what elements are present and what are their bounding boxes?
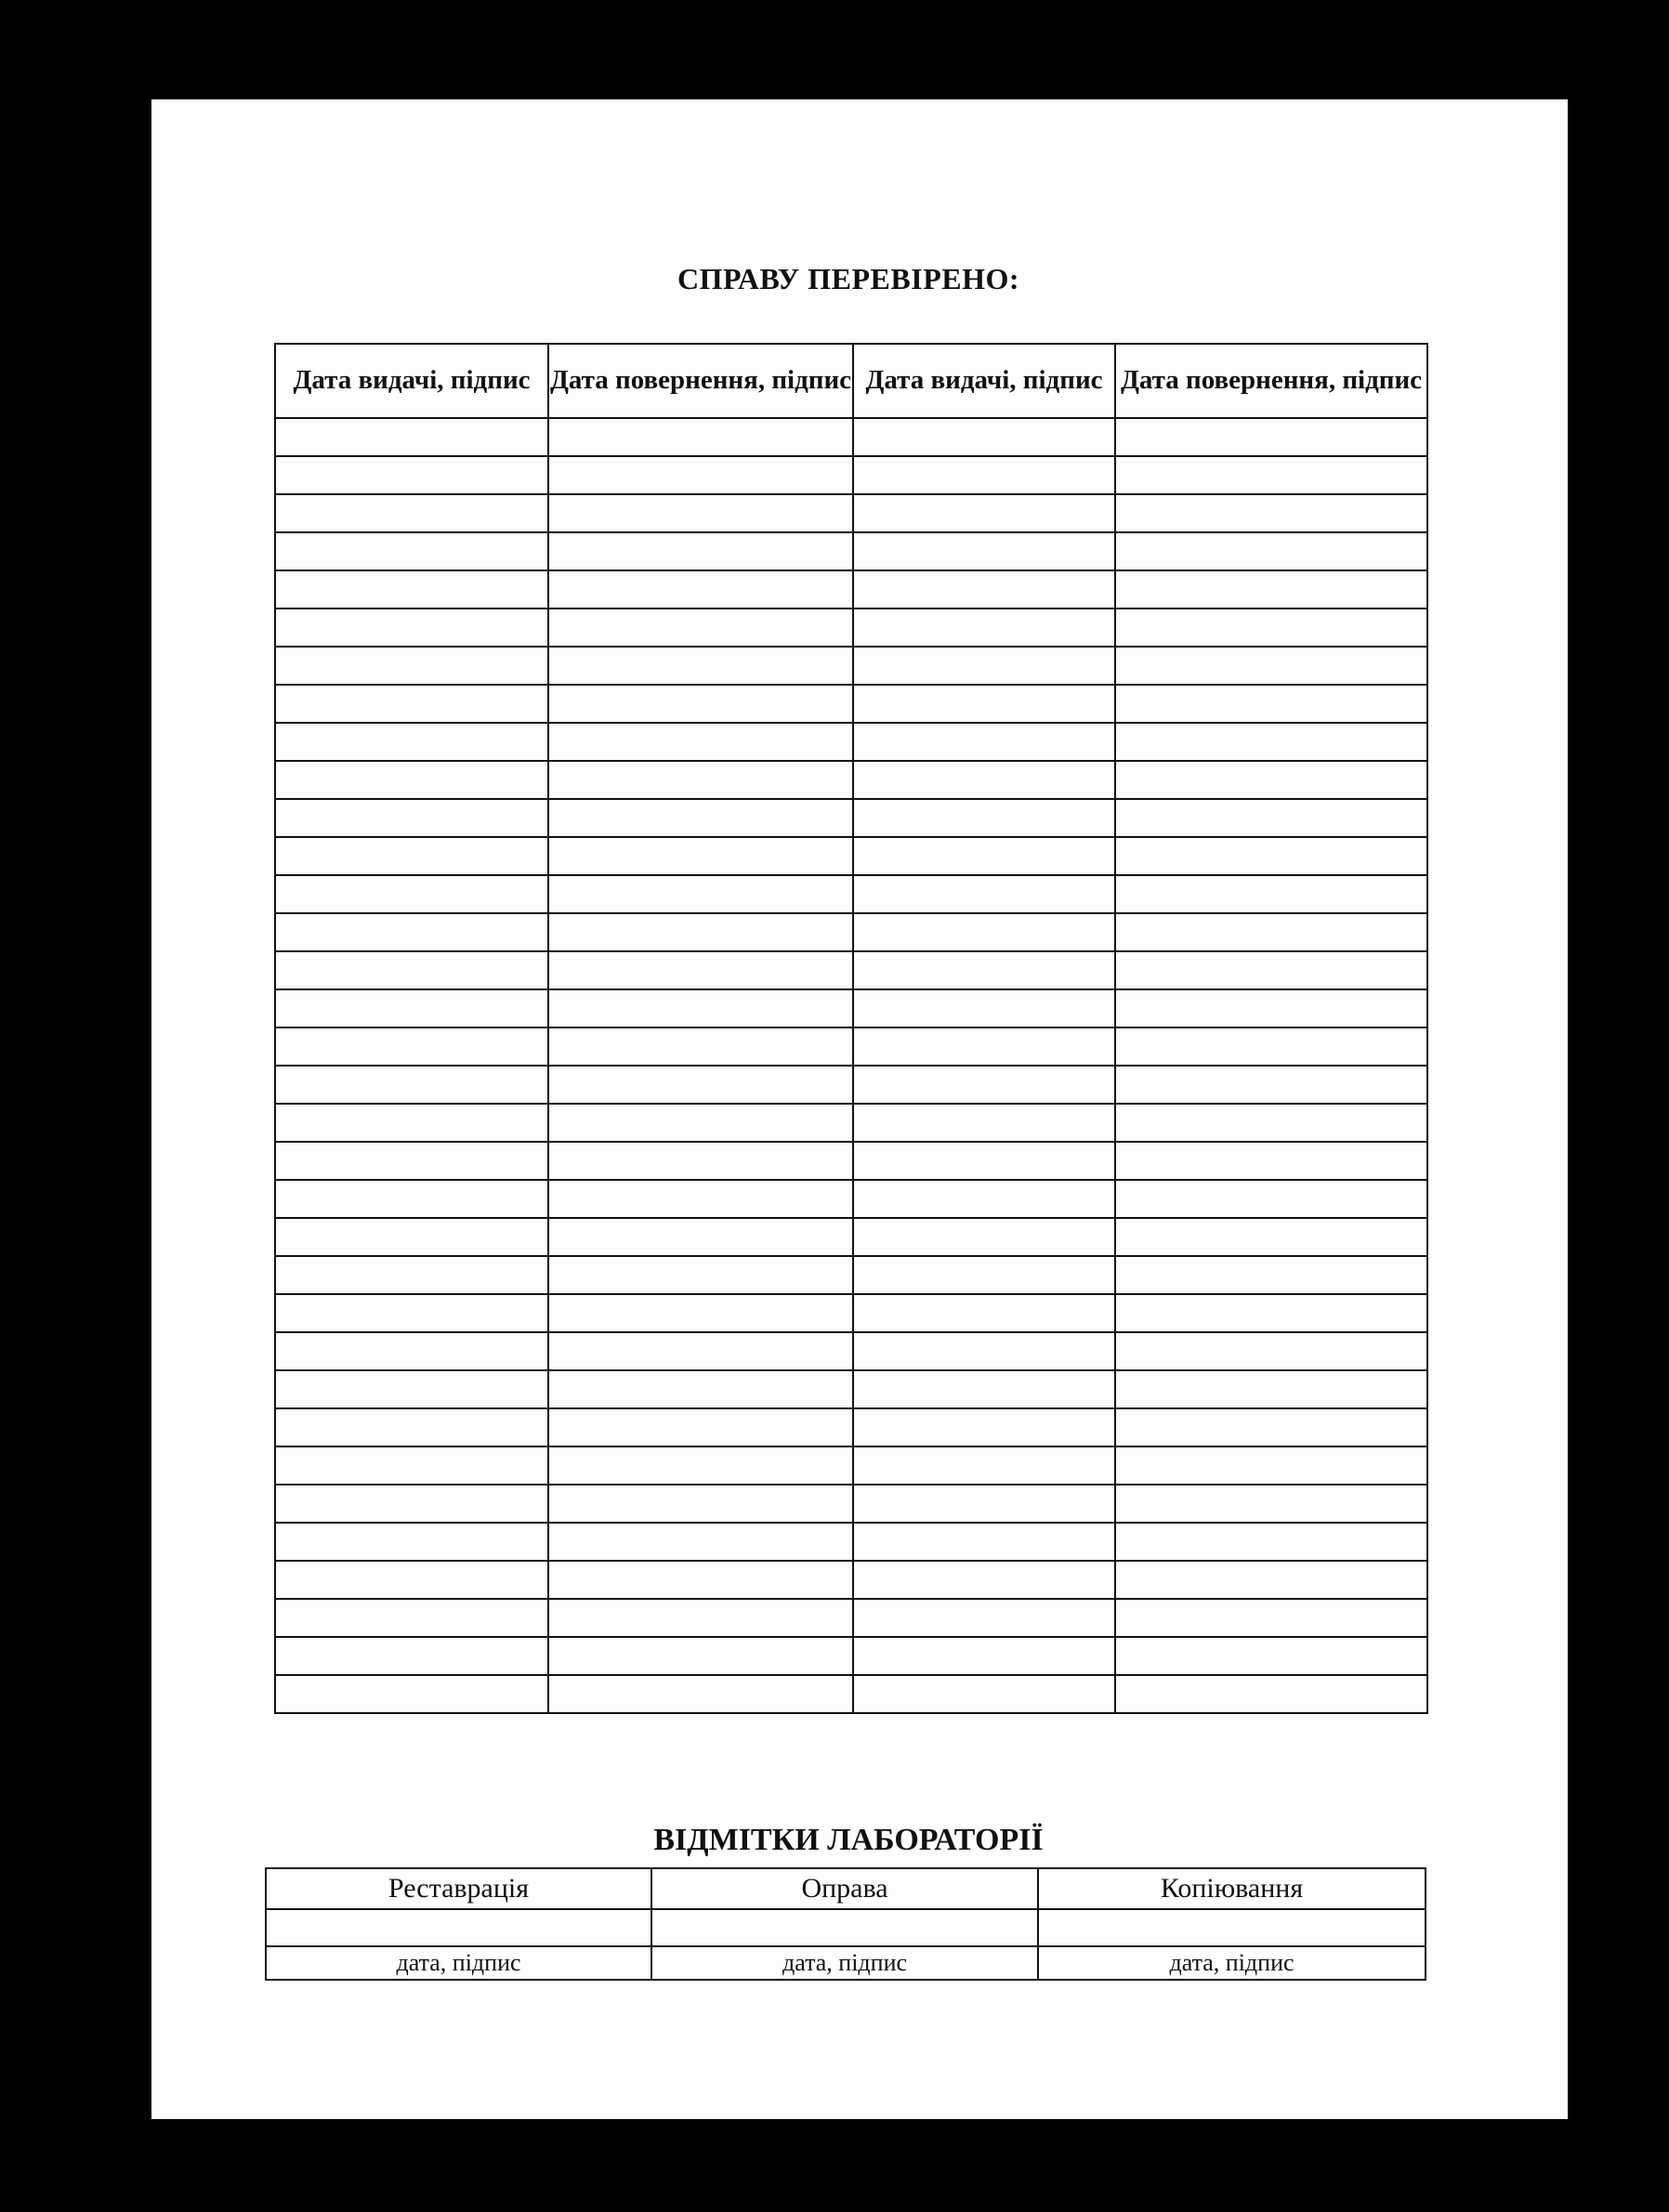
log-cell — [1115, 1218, 1427, 1256]
log-cell — [1115, 1027, 1427, 1066]
log-cell — [548, 1256, 853, 1294]
log-cell — [1115, 1561, 1427, 1599]
log-cell — [548, 1370, 853, 1408]
log-cell — [275, 1446, 548, 1485]
log-cell — [275, 1599, 548, 1637]
log-row — [275, 913, 1427, 951]
log-row — [275, 723, 1427, 761]
log-cell — [548, 1675, 853, 1713]
log-cell — [1115, 685, 1427, 723]
log-cell — [1115, 609, 1427, 647]
log-cell — [548, 1294, 853, 1332]
log-cell — [548, 418, 853, 456]
log-row — [275, 1370, 1427, 1408]
log-cell — [1115, 875, 1427, 913]
lab-notes-table — [265, 1867, 1426, 1981]
log-cell — [853, 1446, 1115, 1485]
log-cell — [1115, 1675, 1427, 1713]
log-row — [275, 1523, 1427, 1561]
log-cell — [275, 989, 548, 1027]
log-cell — [1115, 1294, 1427, 1332]
log-table-body — [275, 418, 1427, 1713]
log-cell — [853, 1332, 1115, 1370]
log-cell — [1115, 1408, 1427, 1446]
log-row — [275, 1599, 1427, 1637]
log-cell — [275, 1256, 548, 1294]
log-cell — [853, 1370, 1115, 1408]
log-row — [275, 1561, 1427, 1599]
log-cell — [275, 1523, 548, 1561]
column-header-binding: Оправа — [651, 1868, 1038, 1909]
log-cell — [853, 913, 1115, 951]
log-cell — [853, 1637, 1115, 1675]
log-cell — [853, 685, 1115, 723]
log-cell — [548, 1332, 853, 1370]
log-cell — [275, 570, 548, 609]
log-cell — [1115, 1370, 1427, 1408]
log-row — [275, 1142, 1427, 1180]
column-header-return-date-2: Дата повернення, підпис — [1115, 344, 1427, 418]
log-row — [275, 761, 1427, 799]
log-cell — [275, 913, 548, 951]
log-cell — [275, 1066, 548, 1104]
log-cell — [275, 723, 548, 761]
log-cell — [275, 494, 548, 532]
log-cell — [275, 685, 548, 723]
lab-signature-row — [266, 1946, 1426, 1980]
log-cell — [548, 609, 853, 647]
log-cell — [1115, 570, 1427, 609]
log-cell — [853, 761, 1115, 799]
log-cell — [853, 1561, 1115, 1599]
log-row — [275, 494, 1427, 532]
log-cell — [275, 1142, 548, 1180]
column-header-return-date-1: Дата повернення, підпис — [548, 344, 853, 418]
log-cell — [548, 1637, 853, 1675]
log-cell — [548, 913, 853, 951]
log-cell — [1115, 799, 1427, 837]
log-cell — [275, 951, 548, 989]
log-cell — [1115, 989, 1427, 1027]
log-cell — [853, 837, 1115, 875]
log-cell — [548, 799, 853, 837]
log-row — [275, 1218, 1427, 1256]
log-cell — [548, 1561, 853, 1599]
log-cell — [548, 723, 853, 761]
log-cell — [1115, 1485, 1427, 1523]
log-cell — [548, 875, 853, 913]
column-header-issue-date-1: Дата видачі, підпис — [275, 344, 548, 418]
log-row — [275, 570, 1427, 609]
log-cell — [1115, 532, 1427, 570]
log-row — [275, 1256, 1427, 1294]
log-cell — [275, 1637, 548, 1675]
log-cell — [853, 647, 1115, 685]
log-cell — [1115, 1332, 1427, 1370]
log-cell — [548, 989, 853, 1027]
log-cell — [548, 1027, 853, 1066]
binding-entry-cell — [651, 1909, 1038, 1946]
log-cell — [1115, 1142, 1427, 1180]
log-cell — [1115, 1104, 1427, 1142]
log-cell — [853, 1066, 1115, 1104]
log-row — [275, 1027, 1427, 1066]
log-cell — [275, 1561, 548, 1599]
log-cell — [853, 1180, 1115, 1218]
document-page — [151, 99, 1568, 2119]
restoration-signature-label: дата, підпис — [266, 1946, 651, 1980]
copying-signature-label: дата, підпис — [1038, 1946, 1426, 1980]
log-cell — [548, 1599, 853, 1637]
lab-entry-row — [266, 1909, 1426, 1946]
log-cell — [275, 1370, 548, 1408]
log-row — [275, 1446, 1427, 1485]
log-cell — [275, 418, 548, 456]
log-cell — [1115, 723, 1427, 761]
log-cell — [275, 799, 548, 837]
log-cell — [548, 570, 853, 609]
log-cell — [1115, 913, 1427, 951]
log-cell — [1115, 1180, 1427, 1218]
log-cell — [275, 1104, 548, 1142]
log-cell — [1115, 1637, 1427, 1675]
column-header-issue-date-2: Дата видачі, підпис — [853, 344, 1115, 418]
log-cell — [1115, 494, 1427, 532]
log-row — [275, 1180, 1427, 1218]
log-cell — [1115, 647, 1427, 685]
log-cell — [275, 875, 548, 913]
log-cell — [853, 1294, 1115, 1332]
log-cell — [853, 1027, 1115, 1066]
log-cell — [548, 1218, 853, 1256]
log-cell — [1115, 837, 1427, 875]
log-cell — [1115, 761, 1427, 799]
log-cell — [275, 761, 548, 799]
log-row — [275, 1066, 1427, 1104]
log-row — [275, 1485, 1427, 1523]
log-cell — [548, 1485, 853, 1523]
log-cell — [548, 685, 853, 723]
log-cell — [548, 647, 853, 685]
log-cell — [275, 1408, 548, 1446]
log-row — [275, 1408, 1427, 1446]
log-cell — [853, 1256, 1115, 1294]
log-cell — [853, 1104, 1115, 1142]
issue-return-log-table — [274, 343, 1428, 1714]
log-cell — [853, 1218, 1115, 1256]
log-cell — [853, 1408, 1115, 1446]
log-cell — [548, 1142, 853, 1180]
log-cell — [275, 1332, 548, 1370]
log-row — [275, 1104, 1427, 1142]
log-row — [275, 685, 1427, 723]
copying-entry-cell — [1038, 1909, 1426, 1946]
log-cell — [548, 1523, 853, 1561]
log-cell — [548, 1066, 853, 1104]
log-row — [275, 951, 1427, 989]
log-cell — [275, 1485, 548, 1523]
log-cell — [275, 609, 548, 647]
log-cell — [1115, 1446, 1427, 1485]
log-cell — [548, 456, 853, 494]
log-row — [275, 1675, 1427, 1713]
column-header-copying: Копіювання — [1038, 1868, 1426, 1909]
log-row — [275, 647, 1427, 685]
log-cell — [548, 532, 853, 570]
log-cell — [853, 799, 1115, 837]
log-row — [275, 989, 1427, 1027]
log-cell — [853, 951, 1115, 989]
log-cell — [853, 1675, 1115, 1713]
log-row — [275, 456, 1427, 494]
log-cell — [548, 761, 853, 799]
log-cell — [853, 570, 1115, 609]
log-cell — [853, 1142, 1115, 1180]
log-cell — [548, 1446, 853, 1485]
log-cell — [275, 1180, 548, 1218]
log-cell — [853, 875, 1115, 913]
log-row — [275, 875, 1427, 913]
log-cell — [853, 494, 1115, 532]
log-cell — [853, 418, 1115, 456]
log-cell — [853, 456, 1115, 494]
log-cell — [853, 609, 1115, 647]
log-row — [275, 609, 1427, 647]
log-cell — [275, 1027, 548, 1066]
log-cell — [275, 1218, 548, 1256]
binding-signature-label: дата, підпис — [651, 1946, 1038, 1980]
log-cell — [275, 647, 548, 685]
log-cell — [275, 532, 548, 570]
log-row — [275, 1637, 1427, 1675]
log-cell — [1115, 951, 1427, 989]
restoration-entry-cell — [266, 1909, 651, 1946]
log-cell — [275, 1675, 548, 1713]
log-cell — [548, 837, 853, 875]
log-cell — [1115, 1256, 1427, 1294]
log-cell — [1115, 1066, 1427, 1104]
log-cell — [853, 1523, 1115, 1561]
log-cell — [853, 1599, 1115, 1637]
lab-header-row — [266, 1868, 1426, 1909]
page-title: СПРАВУ ПЕРЕВІРЕНО: — [677, 262, 1020, 295]
log-cell — [548, 494, 853, 532]
log-cell — [275, 456, 548, 494]
log-row — [275, 532, 1427, 570]
log-row — [275, 418, 1427, 456]
log-cell — [548, 1104, 853, 1142]
log-cell — [853, 723, 1115, 761]
log-cell — [548, 1180, 853, 1218]
log-header-row — [275, 344, 1427, 418]
log-cell — [548, 1408, 853, 1446]
log-row — [275, 1294, 1427, 1332]
log-cell — [275, 837, 548, 875]
log-cell — [853, 532, 1115, 570]
log-cell — [1115, 456, 1427, 494]
log-row — [275, 799, 1427, 837]
lab-section-title: ВІДМІТКИ ЛАБОРАТОРІЇ — [653, 1823, 1044, 1857]
column-header-restoration: Реставрація — [266, 1868, 651, 1909]
log-cell — [1115, 1523, 1427, 1561]
log-cell — [1115, 418, 1427, 456]
log-cell — [275, 1294, 548, 1332]
log-row — [275, 1332, 1427, 1370]
log-cell — [853, 989, 1115, 1027]
log-row — [275, 837, 1427, 875]
log-cell — [853, 1485, 1115, 1523]
log-cell — [548, 951, 853, 989]
log-cell — [1115, 1599, 1427, 1637]
